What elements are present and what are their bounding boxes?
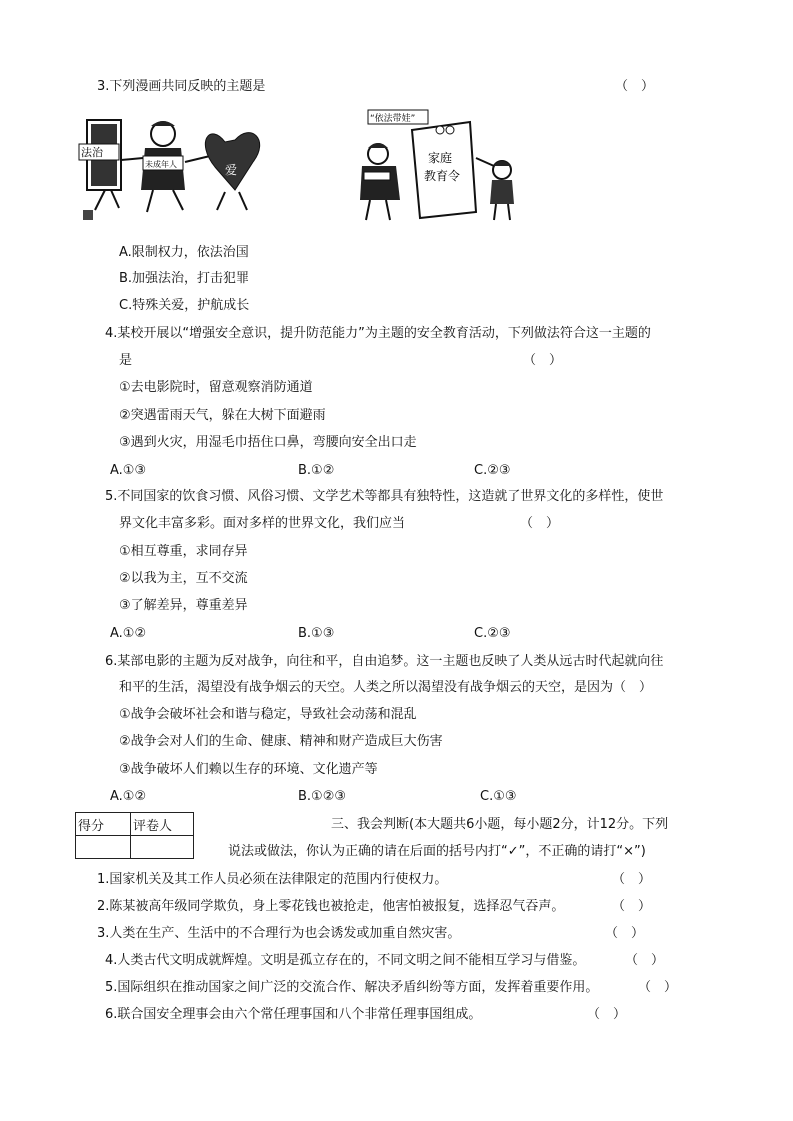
q4-item-2: ②突遇雷雨天气，躲在大树下面避雨 (119, 408, 326, 423)
judge-item-1: 1.国家机关及其工作人员必须在法律限定的范围内行使权力。 (97, 872, 448, 887)
judge-paren-1: （ ） (612, 872, 652, 887)
judge-paren-5: （ ） (638, 980, 678, 995)
q6-item-1: ①战争会破坏社会和谐与稳定，导致社会动荡和混乱 (119, 707, 417, 722)
judge-paren-4: （ ） (625, 953, 665, 968)
judge-paren-3: （ ） (605, 926, 645, 941)
q5-stem-line1: 5.不同国家的饮食习惯、风俗习惯、文学艺术等都具有独特性，这造就了世界文化的多样性，使世 (105, 489, 664, 504)
q4-choice-b: B.①② (298, 463, 335, 478)
judge-item-3: 3.人类在生产、生活中的不合理行为也会诱发或加重自然灾害。 (97, 926, 461, 941)
q4-item-1: ①去电影院时，留意观察消防通道 (119, 380, 313, 395)
judge-paren-2: （ ） (612, 899, 652, 914)
q4-choice-c: C.②③ (474, 463, 511, 478)
cartoon2-doc-line2: 教育令 (424, 169, 461, 183)
q5-stem-line2: 界文化丰富多彩。面对多样的世界文化，我们应当 (119, 516, 406, 531)
q5-choice-b: B.①③ (298, 626, 335, 641)
q5-item-2: ②以我为主，互不交流 (119, 571, 248, 586)
cartoon1-label-love: 爱 (225, 163, 238, 177)
judge-item-5: 5.国际组织在推动国家之间广泛的交流合作、解决矛盾纠纷等方面，发挥着重要作用。 (105, 980, 599, 995)
q4-stem-line1: 4.某校开展以“增强安全意识，提升防范能力”为主题的安全教育活动，下列做法符合这一主题的 (105, 326, 651, 341)
q5-item-3: ③了解差异，尊重差异 (119, 598, 248, 613)
q6-choice-a: A.①② (110, 789, 147, 804)
q5-choice-c: C.②③ (474, 626, 511, 641)
score-table (75, 812, 194, 859)
q4-answer-paren: （ ） (523, 353, 563, 368)
q5-choice-a: A.①② (110, 626, 147, 641)
judge-item-4: 4.人类古代文明成就辉煌。文明是孤立存在的，不同文明之间不能相互学习与借鉴。 (105, 953, 586, 968)
q4-item-3: ③遇到火灾，用湿毛巾捂住口鼻，弯腰向安全出口走 (119, 435, 417, 450)
q4-choice-a: A.①③ (110, 463, 147, 478)
q6-stem-line2: 和平的生活，渴望没有战争烟云的天空。人类之所以渴望没有战争烟云的天空，是因为（ ） (119, 680, 653, 695)
score-label: 得分 (76, 813, 131, 836)
judge-item-6: 6.联合国安全理事会由六个常任理事国和八个非常任理事国组成。 (105, 1007, 482, 1022)
q3-option-b: B.加强法治，打击犯罪 (119, 271, 250, 286)
judge-item-2: 2.陈某被高年级同学欺负，身上零花钱也被抢走，他害怕被报复，选择忍气吞声。 (97, 899, 565, 914)
grader-cell[interactable] (131, 836, 194, 859)
judge-paren-6: （ ） (587, 1007, 627, 1022)
q6-item-2: ②战争会对人们的生命、健康、精神和财产造成巨大伤害 (119, 734, 443, 749)
q6-choice-b: B.①②③ (298, 789, 347, 804)
q3-answer-paren: （ ） (615, 79, 655, 94)
q6-choice-c: C.①③ (480, 789, 517, 804)
cartoon2-sign: “依法带娃” (370, 114, 416, 124)
section3-heading-line1: 三、我会判断(本大题共6小题，每小题2分，计12分。下列 (331, 817, 669, 832)
q4-stem-line2: 是 (119, 353, 133, 368)
cartoon-family-education-order-image (350, 108, 530, 228)
cartoon1-label-minor: 未成年人 (145, 160, 177, 169)
q5-answer-paren: （ ） (520, 516, 560, 531)
q6-stem-line1: 6.某部电影的主题为反对战争，向往和平，自由追梦。这一主题也反映了人类从远古时代起就向往 (105, 654, 664, 669)
q3-option-c: C.特殊关爱，护航成长 (119, 298, 250, 313)
q3-stem: 3.下列漫画共同反映的主题是 (97, 79, 266, 94)
grader-label: 评卷人 (131, 813, 194, 836)
cartoon2-doc-line1: 家庭 (428, 151, 453, 165)
cartoon1-label-law: 法治 (81, 146, 103, 159)
section3-heading-line2: 说法或做法，你认为正确的请在后面的括号内打“✓”，不正确的请打“×”) (228, 844, 646, 859)
q5-item-1: ①相互尊重，求同存异 (119, 544, 248, 559)
cartoon-rule-of-law-image (75, 112, 275, 222)
score-cell[interactable] (76, 836, 131, 859)
q6-item-3: ③战争破坏人们赖以生存的环境、文化遗产等 (119, 762, 378, 777)
q3-option-a: A.限制权力，依法治国 (119, 245, 249, 260)
